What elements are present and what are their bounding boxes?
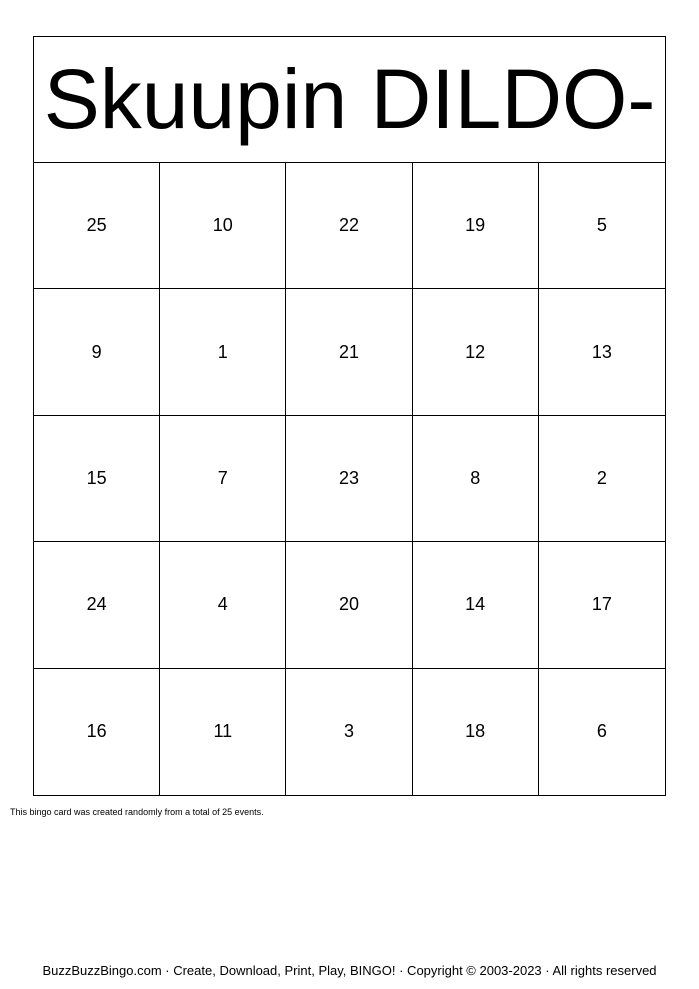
bingo-title: Skuupin DILDO- [43, 51, 656, 146]
bingo-cell: 9 [34, 289, 160, 415]
bingo-cell: 22 [286, 163, 412, 289]
bingo-cell: 18 [413, 669, 539, 795]
bingo-cell: 21 [286, 289, 412, 415]
bingo-cell: 25 [34, 163, 160, 289]
bingo-cell: 11 [160, 669, 286, 795]
bingo-cell: 23 [286, 416, 412, 542]
bingo-card [33, 36, 666, 796]
bingo-cell: 8 [413, 416, 539, 542]
page-footer: BuzzBuzzBingo.com · Create, Download, Print, Play, BINGO! · Copyright © 2003-2023 · All rights reserved [42, 963, 657, 978]
card-generation-note: This bingo card was created randomly from a total of 25 events. [10, 807, 264, 817]
bingo-cell: 7 [160, 416, 286, 542]
bingo-grid [34, 163, 665, 795]
bingo-cell: 2 [539, 416, 665, 542]
bingo-cell: 20 [286, 542, 412, 668]
bingo-cell: 1 [160, 289, 286, 415]
bingo-cell: 3 [286, 669, 412, 795]
bingo-cell: 6 [596, 721, 607, 742]
bingo-cell: 19 [413, 163, 539, 289]
bingo-cell: 16 [34, 669, 160, 795]
bingo-cell: 12 [413, 289, 539, 415]
bingo-cell: 17 [539, 542, 665, 668]
bingo-cell: 5 [539, 163, 665, 289]
bingo-cell: 10 [160, 163, 286, 289]
bingo-cell: 15 [34, 416, 160, 542]
bingo-cell: 4 [160, 542, 286, 668]
bingo-cell: 24 [34, 542, 160, 668]
bingo-cell: 14 [413, 542, 539, 668]
bingo-cell: 13 [539, 289, 665, 415]
bingo-title-row [34, 37, 665, 163]
